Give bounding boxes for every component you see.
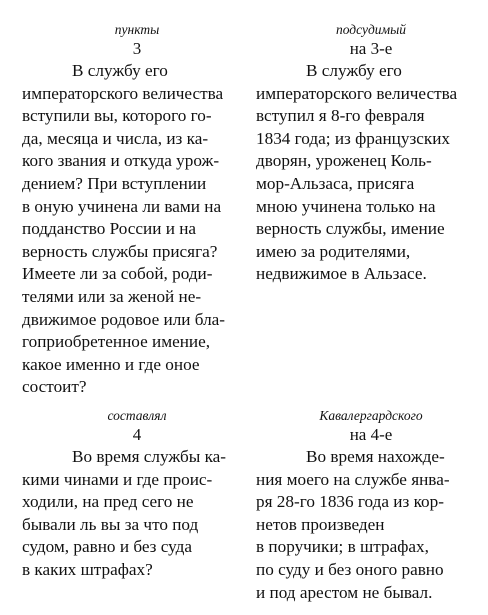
question-text: [22, 446, 252, 582]
text-line: кими чинами и где проис-: [22, 469, 213, 489]
item-number: 3: [132, 39, 142, 58]
running-heading: подсудимый: [335, 22, 407, 37]
text-line: по суду и без оного равно: [256, 559, 444, 579]
text-line: в оную учинена ли вами на: [22, 196, 222, 216]
text-line: верность службы, имение: [256, 219, 445, 239]
question-3-block: [22, 22, 252, 399]
answer-text: [256, 60, 486, 286]
text-line: и под арестом не бывал.: [256, 582, 433, 602]
answer-3-block: [256, 22, 486, 286]
item-number: на 4-е: [349, 425, 393, 444]
item-number: на 3-е: [349, 39, 393, 58]
text-line: в каких штрафах?: [22, 559, 153, 579]
text-line: верность службы присяга?: [22, 241, 218, 261]
text-line: вступили вы, которого го-: [22, 106, 212, 126]
text-line: дением? При вступлении: [22, 173, 207, 193]
text-line: мною учинена только на: [256, 196, 436, 216]
text-line: ния моего на службе янва-: [256, 469, 450, 489]
answer-4-block: [256, 408, 486, 604]
text-line: В службу его: [72, 61, 168, 80]
text-line: Во время службы ка-: [72, 447, 227, 466]
running-heading: Кавалергардского: [319, 408, 423, 423]
text-line: императорского величества: [256, 83, 458, 103]
text-line: кого звания и откуда урож-: [22, 151, 220, 171]
text-line: ря 28-го 1836 года из кор-: [256, 492, 444, 512]
running-heading: составлял: [107, 408, 167, 423]
text-line: бывали ль вы за что под: [22, 514, 199, 534]
text-line: нетов произведен: [256, 514, 385, 534]
text-line: императорского величества: [22, 83, 224, 103]
text-line: мор-Альзаса, присяга: [256, 173, 415, 193]
text-line: Во время нахожде-: [306, 447, 445, 466]
text-line: ходили, на пред сего не: [22, 492, 194, 512]
text-line: 1834 года; из французских: [256, 128, 451, 148]
text-line: движимое родовое или бла-: [22, 309, 226, 329]
text-line: судом, равно и без суда: [22, 537, 193, 557]
answer-text: [256, 446, 486, 604]
running-heading: пункты: [114, 22, 160, 37]
text-line: Имеете ли за собой, роди-: [22, 264, 213, 284]
text-line: да, месяца и числа, из ка-: [22, 128, 209, 148]
text-line: имею за родителями,: [256, 241, 411, 261]
text-line: телями или за женой не-: [22, 286, 202, 306]
text-line: какое именно и где оное: [22, 354, 200, 374]
text-line: дворян, уроженец Коль-: [256, 151, 432, 171]
item-number: 4: [132, 425, 142, 444]
question-text: [22, 60, 252, 399]
text-line: подданство России и на: [22, 219, 197, 239]
text-line: в поручики; в штрафах,: [256, 537, 429, 557]
text-line: гоприобретенное имение,: [22, 332, 211, 352]
text-line: вступил я 8-го февраля: [256, 106, 425, 126]
text-line: состоит?: [22, 377, 87, 397]
text-line: В службу его: [306, 61, 402, 80]
question-4-block: [22, 408, 252, 582]
text-line: недвижимое в Альзасе.: [256, 264, 427, 284]
